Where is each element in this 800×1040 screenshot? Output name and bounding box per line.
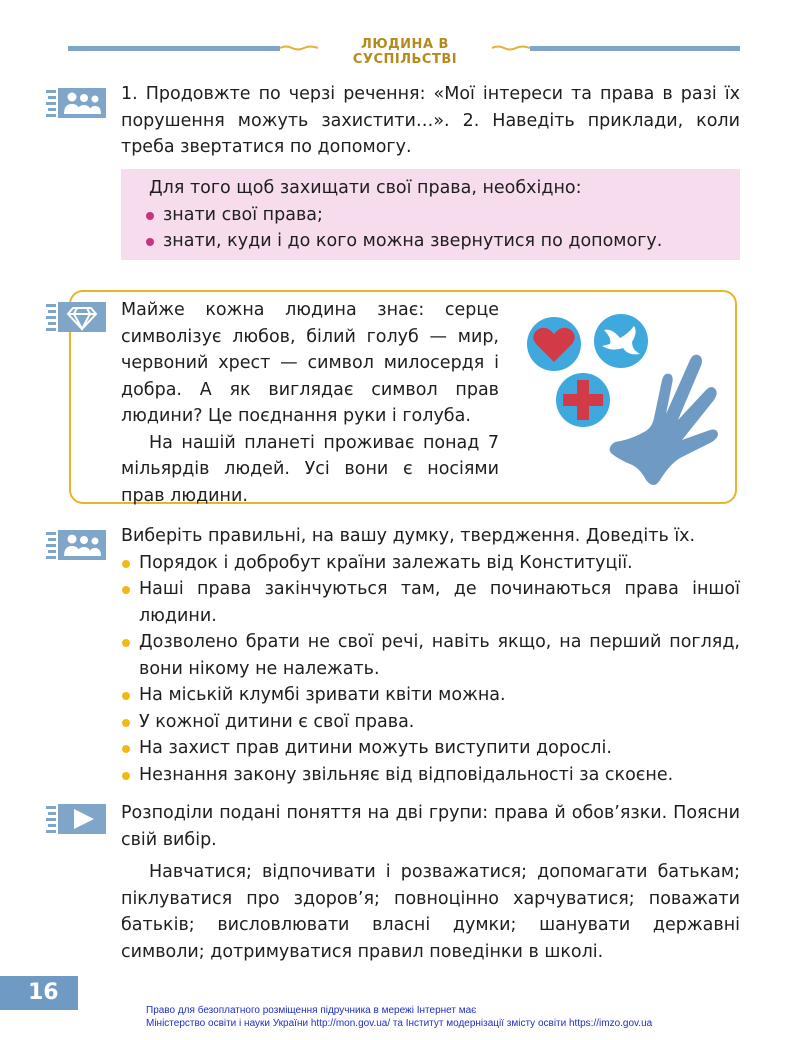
footer-line-1: Право для безоплатного розміщення підручника в мережі Інтернет має (146, 1005, 477, 1016)
statement-item: Незнання закону звільняє від відповідальності за скоєне. (121, 762, 740, 789)
statement-item: Порядок і добробут країни залежать від Конституції. (121, 550, 740, 577)
group-icon (46, 84, 106, 122)
heart-icon (527, 317, 581, 371)
rule-item: знати, куди і до кого можна звернутися по допомогу. (145, 228, 725, 255)
hand-dove-icon (610, 355, 718, 485)
statement-item: Наші права закінчуються там, де починаються права іншої людини. (121, 576, 740, 629)
group-icon (46, 526, 106, 564)
header-line-left (68, 46, 280, 51)
rule-intro: Для того щоб захищати свої права, необхідно: (149, 178, 582, 198)
statement-item: На захист прав дитини можуть виступити дорослі. (121, 735, 740, 762)
dove-icon (594, 314, 648, 368)
footer-line-2: Міністерство освіти і науки України http://mon.gov.ua/ та Інститут модернізації змісту освіти https://imzo.gov.ua (146, 1018, 653, 1029)
task3 (121, 800, 740, 965)
statement-item: У кожної дитини є свої права. (121, 709, 740, 736)
red-cross-icon (556, 373, 610, 427)
header-line-right (530, 46, 740, 51)
statement-item: Дозволено брати не свої речі, навіть якщо, на перший погляд, вони нікому не належать. (121, 629, 740, 682)
section-title: ЛЮДИНА В СУСПІЛЬСТВІ (352, 37, 458, 67)
task3-text: Навчатися; відпочивати і розважатися; допомагати батькам; піклуватися про здоров’я; повноцінно харчуватися; поважати батьків; висловлювати власні думки; шанувати державні символи; дотримуватися правил поведінки в школі. (121, 862, 740, 962)
info-text (121, 297, 499, 509)
info-paragraph-1: Майже кожна людина знає: серце символізує любов, білий голуб — мир, червоний хрест — символ милосердя і добра. А як виглядає символ прав людини? Це поєднання руки і голуба. (121, 300, 499, 426)
diamond-icon (46, 298, 106, 336)
page-number: 16 (28, 980, 59, 1005)
task1-text: 1. Продовжте по черзі речення: «Мої інтереси та права в разі їх порушення можуть захистити…». 2. Наведіть приклади, коли треба звертатися по допомогу. (121, 84, 740, 157)
info-paragraph-2: На нашій планеті проживає понад 7 мільярдів людей. Усі вони є носіями прав людини. (121, 432, 499, 506)
statement-item: На міській клумбі зривати квіти можна. (121, 682, 740, 709)
rule-box (121, 169, 740, 260)
play-icon (46, 800, 106, 838)
ornament-left-icon (280, 45, 318, 51)
footer-note (146, 1004, 652, 1030)
rule-item: знати свої права; (145, 202, 725, 229)
task2-intro: Виберіть правильні, на вашу думку, твердження. Доведіть їх. (121, 526, 696, 546)
symbols-illustration (520, 308, 725, 493)
task3-intro: Розподіли подані поняття на дві групи: права й обов’язки. Поясни свій вибір. (121, 803, 740, 850)
task2 (121, 523, 740, 788)
ornament-right-icon (492, 45, 530, 51)
